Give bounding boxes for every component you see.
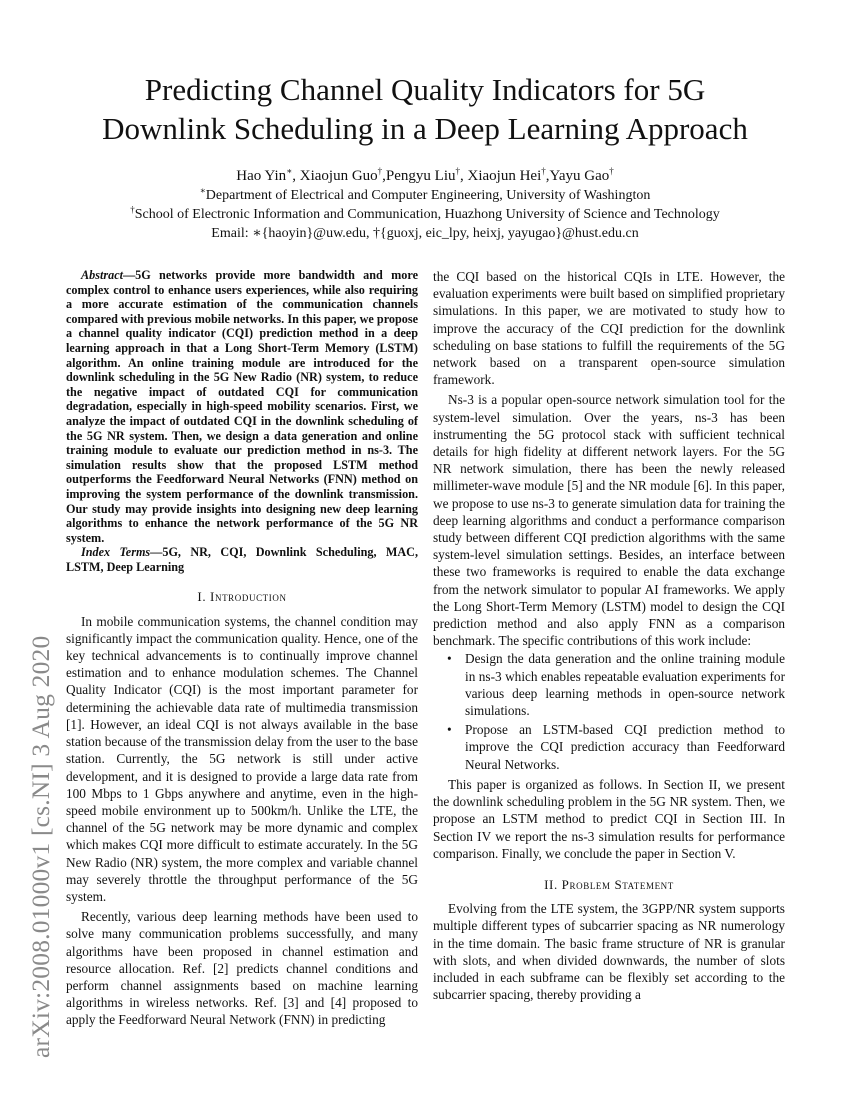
affiliation-2 [60,205,790,224]
author-name: Xiaojun Guo [299,168,378,184]
list-item [447,721,785,773]
affiliation-mark: † [130,204,135,215]
bullet-icon: • [447,722,452,738]
abstract-lead: Abstract [81,268,123,282]
intro-paragraph-1: In mobile communication systems, the channel condition may significantly impact the communication quality. Hence, one of the key technical advancements is to continually improve channel estimation and to enhance modulation schemes. The Channel Quality Indicator (CQI) is the most important parameter for determining the achievable data rate of multimedia transmission [1]. However, an ideal CQI is not always available in the base station because of the transmission delay from the user to the base station. Currently, the 5G network is still under active development, and it is designed to provide a large data rate from 100 Mbps to 1 Gbps anywhere and anytime, even in the high-speed mobile environment up to 500km/h. Unlike the LTE, the channel of the 5G network may be more dynamic and complex which makes CQI more difficult to estimate accurately. In the 5G New Radio (NR) system, the more complex and variable channel may severely throttle the throughput performance of the 5G system. [66,613,418,904]
bullet-icon: • [447,651,452,667]
title-line-1: Predicting Channel Quality Indicators for 5G [144,72,706,107]
index-terms-lead: Index Terms [81,545,151,560]
author-name: Hao Yin [236,168,287,184]
author-names: Hao Yin∗, Xiaojun Guo†,Pengyu Liu†, Xiaojun Hei†,Yayu Gao† [236,166,614,184]
affiliation-text: Department of Electrical and Computer Engineering, University of Washington [205,188,651,203]
author-name: Yayu Gao [549,168,610,184]
intro-paragraph-2-continued: the CQI based on the historical CQIs in LTE. However, the evaluation experiments were built based on simplified proprietary simulations. In this paper, we are motivated to study how to improve the accuracy of the CQI prediction for the downlink scheduling on base stations to fulfill the requirements of the 5G network based on a transparent open-source simulation framework. [433,269,785,388]
affiliation-mark: ∗ [199,185,206,196]
right-column [433,268,785,1003]
index-terms-text: —5G, NR, CQI, Downlink Scheduling, MAC, LSTM, Deep Learning [66,545,418,574]
author-mark: † [455,166,461,176]
author-mark: ∗ [286,166,293,176]
intro-paragraph-4: This paper is organized as follows. In Section II, we present the downlink scheduling problem in the 5G NR system. Then, we propose an LSTM method to predict CQI in Section III. In Section IV we report the ns-3 simulation results for performance comparison. Finally, we conclude the paper in Section V. [433,776,785,861]
arxiv-identifier: arXiv:2008.01000v1 [cs.NI] 3 Aug 2020 [26,635,55,1058]
title-line-2: Downlink Scheduling in a Deep Learning Approach [102,111,748,146]
affiliation-1 [60,186,790,205]
index-terms [66,545,418,574]
problem-paragraph-1: Evolving from the LTE system, the 3GPP/NR system supports multiple different types of subcarrier spacing as NR numerology in the time domain. The basic frame structure of NR is granular with slots, and when divided downwards, the number of slots included in each subframe can be flexibly set according to the subcarrier spacing, thereby providing a [433,901,785,1003]
author-mark: † [541,166,546,176]
author-mark: † [609,166,614,176]
list-item-text: Design the data generation and the online training module in ns-3 which enables repeatable evaluation experiments for various deep learning methods in open-source network simulations. [465,651,785,719]
affiliation-text: School of Electronic Information and Communication, Huazhong University of Science and Technology [134,207,720,222]
abstract-text: —5G networks provide more bandwidth and more complex control to enhance users experiences, while also requiring a more accurate estimation of the communication channels compared with previous mobile networks. In this paper, we propose a channel quality indicator (CQI) prediction method in a deep learning approach in that a Long Short-Term Memory (LSTM) algorithm. An online training module are introduced for the downlink scheduling in the 5G New Radio (NR) system, to reduce the negative impact of outdated CQI for communication degradation, especially in high-speed mobility scenarios. First, we analyze the impact of outdated CQI in the downlink scheduling of the 5G NR system. Then, we design a data generation and online training module to evaluate our prediction method in ns-3. The simulation results show that the proposed LSTM method outperforms the Feedforward Neural Networks (FNN) method on improving the system performance of the downlink transmission. Our study may provide insights into designing new deep learning algorithms to enhance the network performance of the 5G NR system. [66,268,418,545]
intro-paragraph-3: Ns-3 is a popular open-source network simulation tool for the system-level simulation. Over the years, ns-3 has been instrumenting the 5G protocol stack with sufficient technical details for high fidelity at different network layers. For the 5G NR network simulation, there has been the newly released millimeter-wave module [5] and the NR module [6]. In this paper, we propose to use ns-3 to generate simulation data for training the deep learning algorithms and conduct a performance comparison study between different CQI prediction algorithms with the same system-level simulation settings. Besides, an interface between these two frameworks is required to enable the data exchange from the network simulator to popular AI frameworks. We apply the Long Short-Term Memory (LSTM) model to design the CQI prediction method and also apply FNN as a comparison benchmark. The specific contributions of this work include: [433,392,785,649]
author-emails: Email: ∗{haoyin}@uw.edu, †{guoxj, eic_lpy, heixj, yayugao}@hust.edu.cn [211,226,639,241]
author-block [60,167,790,243]
author-name: Pengyu Liu [385,168,456,184]
contributions-list [433,650,785,772]
left-column [66,268,418,1029]
list-item-text: Propose an LSTM-based CQI prediction method to improve the CQI prediction accuracy than Feedforward Neural Networks. [465,722,785,772]
intro-paragraph-2: Recently, various deep learning methods have been used to solve many communication problems successfully, and many algorithms have been proposed in channel estimation and resource allocation. Ref. [2] predicts channel conditions and perform channel assignments based on machine learning algorithms in wireless networks. Ref. [3] and [4] proposed to apply the Feedforward Neural Network (FNN) in predicting [66,909,418,1028]
list-item [447,650,785,719]
section-heading-introduction: I. Introduction [197,589,287,605]
paper-title [60,70,790,148]
author-name: Xiaojun Hei [467,168,542,184]
abstract [66,268,418,545]
author-mark: † [377,166,383,176]
section-heading-problem-statement: II. Problem Statement [544,876,674,892]
